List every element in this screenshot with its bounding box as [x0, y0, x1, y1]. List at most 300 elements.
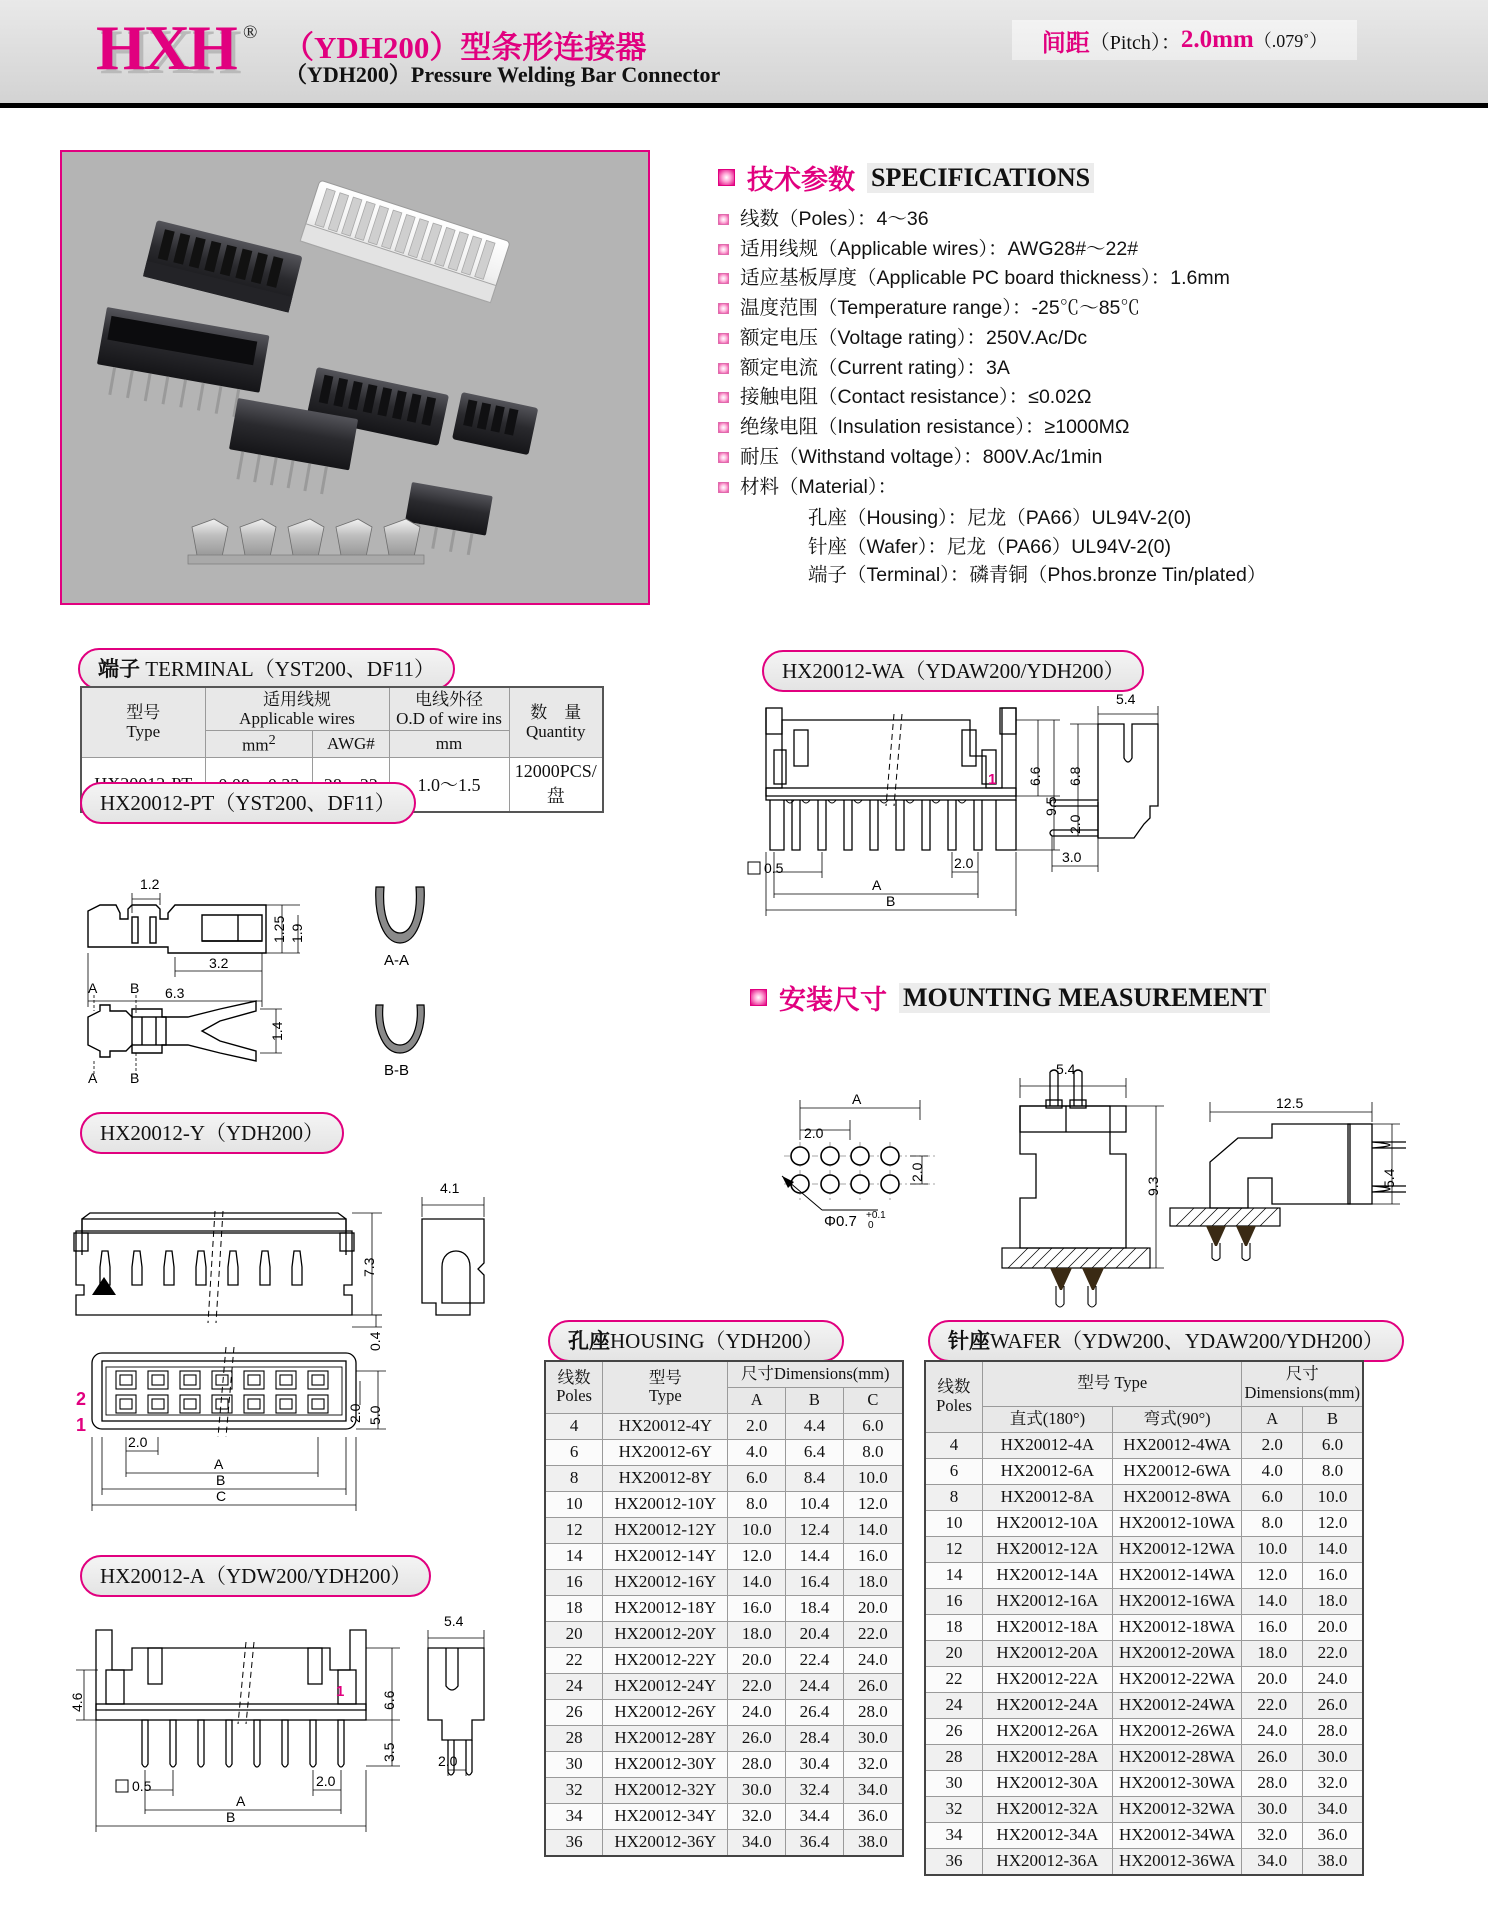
cell-straight: HX20012-16A [983, 1588, 1113, 1614]
cell-straight: HX20012-24A [983, 1692, 1113, 1718]
cell-straight: HX20012-32A [983, 1796, 1113, 1822]
svg-text:2.0: 2.0 [316, 1773, 336, 1789]
svg-text:A-A: A-A [384, 952, 410, 969]
cell-a: 12.0 [728, 1543, 786, 1569]
cell-a: 16.0 [728, 1595, 786, 1621]
cell-a: 14.0 [728, 1569, 786, 1595]
pt-drawing-label [80, 782, 416, 824]
cell-poles: 12 [545, 1517, 603, 1543]
svg-text:3.5: 3.5 [381, 1742, 397, 1762]
pt-drawing [70, 835, 550, 1085]
cell-c: 16.0 [843, 1543, 903, 1569]
table-row [545, 1621, 903, 1647]
th-b: B [786, 1387, 844, 1413]
spec-item-text: 额定电压（Voltage rating）：250V.Ac/Dc [740, 326, 1088, 349]
cell-a: 20.0 [728, 1647, 786, 1673]
pitch-badge [1012, 20, 1357, 60]
svg-text:5.4: 5.4 [1381, 1168, 1397, 1188]
cell-b: 36.0 [1302, 1822, 1363, 1848]
th-bent: 弯式(90°) [1112, 1406, 1242, 1432]
terminal-pill [78, 648, 455, 690]
wa-drawing [730, 691, 1180, 960]
cell-a: 18.0 [728, 1621, 786, 1647]
cell-poles: 18 [545, 1595, 603, 1621]
cell-poles: 18 [925, 1614, 983, 1640]
cell-poles: 30 [545, 1751, 603, 1777]
table-row [545, 1647, 903, 1673]
cell-b: 18.0 [1302, 1588, 1363, 1614]
svg-text:2.0: 2.0 [1067, 814, 1083, 834]
th-c: C [843, 1387, 903, 1413]
cell-b: 6.0 [1302, 1432, 1363, 1458]
svg-text:5.4: 5.4 [1056, 1061, 1076, 1077]
cell-b: 18.4 [786, 1595, 844, 1621]
th-straight: 直式(180°) [983, 1406, 1113, 1432]
cell-poles: 36 [545, 1829, 603, 1856]
svg-text:0.4: 0.4 [367, 1331, 383, 1351]
cell-b: 10.4 [786, 1491, 844, 1517]
mounting-heading-en: MOUNTING MEASUREMENT [899, 983, 1270, 1013]
svg-text:5.0: 5.0 [367, 1405, 383, 1425]
svg-text:6.6: 6.6 [381, 1690, 397, 1710]
cell-c: 36.0 [843, 1803, 903, 1829]
material-terminal: 端子（Terminal）：磷青铜（Phos.bronze Tin/plated） [808, 563, 1267, 586]
cell-poles: 16 [925, 1588, 983, 1614]
svg-text:Φ0.7: Φ0.7 [824, 1213, 857, 1230]
cell-bent: HX20012-30WA [1112, 1770, 1242, 1796]
cell-b: 26.0 [1302, 1692, 1363, 1718]
cell-a: 30.0 [728, 1777, 786, 1803]
svg-text:12.5: 12.5 [1276, 1095, 1304, 1111]
th-qty: 数 量 Quantity [509, 687, 603, 757]
specifications-heading-en: SPECIFICATIONS [867, 163, 1094, 193]
svg-text:B: B [216, 1472, 226, 1488]
cell-a: 22.0 [728, 1673, 786, 1699]
cell-type: HX20012-4Y [603, 1413, 728, 1439]
cell-b: 8.0 [1302, 1458, 1363, 1484]
table-row [925, 1744, 1363, 1770]
cell-a: 30.0 [1242, 1796, 1303, 1822]
y-pill: HX20012-Y（YDH200） [80, 1112, 344, 1154]
bullet-square-small-icon [718, 482, 729, 493]
cell-poles: 10 [925, 1510, 983, 1536]
cell-type: HX20012-36Y [603, 1829, 728, 1856]
bullet-square-small-icon [718, 273, 729, 284]
cell-bent: HX20012-24WA [1112, 1692, 1242, 1718]
cell-a: 18.0 [1242, 1640, 1303, 1666]
product-photo [60, 150, 650, 605]
th-awg: AWG# [313, 731, 389, 758]
cell-a: 6.0 [728, 1465, 786, 1491]
cell-a: 34.0 [1242, 1848, 1303, 1875]
terminal-pill-cn: 端子 [98, 657, 140, 681]
cell-od: 1.0～1.5 [389, 757, 509, 812]
spec-item-text: 适应基板厚度（Applicable PC board thickness）：1.6mm [740, 267, 1230, 290]
spec-item [718, 207, 1458, 233]
cell-a: 10.0 [1242, 1536, 1303, 1562]
cell-type: HX20012-22Y [603, 1647, 728, 1673]
bullet-square-small-icon [718, 303, 729, 314]
wafer-table-wrap [924, 1360, 1364, 1876]
cell-b: 32.4 [786, 1777, 844, 1803]
cell-bent: HX20012-28WA [1112, 1744, 1242, 1770]
a-pill: HX20012-A（YDW200/YDH200） [80, 1555, 431, 1597]
svg-text:A: A [88, 1070, 98, 1086]
cell-b: 14.4 [786, 1543, 844, 1569]
cell-poles: 12 [925, 1536, 983, 1562]
table-row [545, 1803, 903, 1829]
svg-text:0.5: 0.5 [764, 860, 784, 876]
cell-a: 8.0 [1242, 1510, 1303, 1536]
svg-text:A: A [214, 1456, 224, 1472]
wafer-table-label [928, 1320, 1404, 1362]
svg-text:0.5: 0.5 [132, 1778, 152, 1794]
cell-b: 34.0 [1302, 1796, 1363, 1822]
svg-text:6.8: 6.8 [1067, 766, 1083, 786]
cell-b: 24.0 [1302, 1666, 1363, 1692]
th-poles: 线数 Poles [925, 1361, 983, 1432]
spec-item [718, 385, 1458, 411]
bullet-square-small-icon [718, 244, 729, 255]
cell-type: HX20012-28Y [603, 1725, 728, 1751]
th-type: 型号 Type [81, 687, 205, 757]
cell-type: HX20012-10Y [603, 1491, 728, 1517]
wa-drawing-label [762, 650, 1144, 692]
table-row [545, 1413, 903, 1439]
cell-a: 6.0 [1242, 1484, 1303, 1510]
cell-poles: 22 [925, 1666, 983, 1692]
th-a: A [1242, 1406, 1303, 1432]
bullet-square-small-icon [718, 333, 729, 344]
specifications-heading-cn: 技术参数 [747, 165, 855, 195]
cell-bent: HX20012-18WA [1112, 1614, 1242, 1640]
table-row [545, 1491, 903, 1517]
th-type: 型号 Type [603, 1361, 728, 1413]
cell-b: 38.0 [1302, 1848, 1363, 1875]
cell-c: 18.0 [843, 1569, 903, 1595]
table-row [545, 1439, 903, 1465]
cell-b: 12.4 [786, 1517, 844, 1543]
cell-poles: 16 [545, 1569, 603, 1595]
spec-item [718, 296, 1458, 322]
cell-c: 38.0 [843, 1829, 903, 1856]
cell-type: HX20012-14Y [603, 1543, 728, 1569]
table-row [925, 1536, 1363, 1562]
cell-bent: HX20012-36WA [1112, 1848, 1242, 1875]
spec-item-text: 线数（Poles）：4～36 [740, 208, 929, 230]
housing-pill-cn: 孔座 [568, 1329, 610, 1353]
mounting-heading [750, 978, 1270, 1017]
cell-poles: 14 [925, 1562, 983, 1588]
cell-straight: HX20012-14A [983, 1562, 1113, 1588]
spec-item [718, 445, 1458, 471]
svg-text:2.0: 2.0 [804, 1125, 824, 1141]
cell-bent: HX20012-26WA [1112, 1718, 1242, 1744]
table-row [925, 1692, 1363, 1718]
a-drawing-label [80, 1555, 431, 1597]
spec-item-text: 额定电流（Current rating）：3A [740, 356, 1010, 379]
th-b: B [1302, 1406, 1363, 1432]
cell-b: 36.4 [786, 1829, 844, 1856]
cell-a: 34.0 [728, 1829, 786, 1856]
cell-poles: 26 [925, 1718, 983, 1744]
cell-b: 28.4 [786, 1725, 844, 1751]
cell-a: 32.0 [728, 1803, 786, 1829]
cell-b: 24.4 [786, 1673, 844, 1699]
svg-text:1: 1 [336, 1683, 345, 1700]
cell-straight: HX20012-30A [983, 1770, 1113, 1796]
cell-b: 12.0 [1302, 1510, 1363, 1536]
svg-text:2.0: 2.0 [909, 1162, 925, 1182]
cell-c: 32.0 [843, 1751, 903, 1777]
table-row [545, 1673, 903, 1699]
svg-text:3.0: 3.0 [1062, 849, 1082, 865]
registered-trademark-icon: ® [243, 22, 258, 43]
table-row [545, 1543, 903, 1569]
svg-text:1.4: 1.4 [269, 1021, 285, 1041]
cell-straight: HX20012-22A [983, 1666, 1113, 1692]
svg-text:2: 2 [76, 1389, 87, 1409]
cell-poles: 32 [545, 1777, 603, 1803]
cell-bent: HX20012-4WA [1112, 1432, 1242, 1458]
cell-type: HX20012-8Y [603, 1465, 728, 1491]
cell-straight: HX20012-18A [983, 1614, 1113, 1640]
svg-text:+0.1: +0.1 [866, 1210, 886, 1221]
page-header [0, 0, 1488, 108]
th-dimensions: 尺寸Dimensions(mm) [1242, 1361, 1363, 1406]
cell-type: HX20012-12Y [603, 1517, 728, 1543]
cell-a: 26.0 [1242, 1744, 1303, 1770]
page-title-cn: （YDH200）型条形连接器 [283, 30, 647, 65]
svg-text:9.5: 9.5 [1043, 796, 1059, 816]
cell-c: 28.0 [843, 1699, 903, 1725]
cell-c: 30.0 [843, 1725, 903, 1751]
specifications-heading [718, 158, 1458, 197]
cell-bent: HX20012-16WA [1112, 1588, 1242, 1614]
spec-item [718, 415, 1458, 441]
cell-b: 10.0 [1302, 1484, 1363, 1510]
cell-poles: 6 [545, 1439, 603, 1465]
cell-a: 16.0 [1242, 1614, 1303, 1640]
th-type: 型号 Type [983, 1361, 1242, 1406]
th-wires: 适用线规 Applicable wires [205, 687, 389, 731]
svg-text:1: 1 [988, 771, 997, 788]
svg-text:A: A [872, 877, 882, 893]
svg-text:1: 1 [76, 1415, 87, 1435]
svg-text:9.3: 9.3 [1145, 1176, 1161, 1196]
cell-c: 14.0 [843, 1517, 903, 1543]
cell-bent: HX20012-34WA [1112, 1822, 1242, 1848]
cell-a: 2.0 [1242, 1432, 1303, 1458]
cell-b: 16.4 [786, 1569, 844, 1595]
cell-type: HX20012-18Y [603, 1595, 728, 1621]
spec-item [718, 326, 1458, 352]
table-row [925, 1666, 1363, 1692]
cell-a: 24.0 [1242, 1718, 1303, 1744]
cell-b: 30.0 [1302, 1744, 1363, 1770]
company-logo: HXH [96, 12, 236, 83]
th-mm: mm [389, 731, 509, 758]
th-mm2: $mm^2$ [205, 731, 313, 758]
housing-table [544, 1360, 904, 1857]
cell-b: 20.0 [1302, 1614, 1363, 1640]
cell-poles: 28 [925, 1744, 983, 1770]
housing-pill [548, 1320, 844, 1362]
cell-poles: 20 [545, 1621, 603, 1647]
cell-bent: HX20012-12WA [1112, 1536, 1242, 1562]
cell-b: 32.0 [1302, 1770, 1363, 1796]
table-row [925, 1822, 1363, 1848]
svg-text:5.4: 5.4 [444, 1613, 464, 1629]
cell-bent: HX20012-10WA [1112, 1510, 1242, 1536]
cell-poles: 34 [925, 1822, 983, 1848]
table-row [925, 1510, 1363, 1536]
spec-item-text: 耐压（Withstand voltage）：800V.Ac/1min [740, 445, 1103, 468]
wafer-table [924, 1360, 1364, 1876]
cell-a: 32.0 [1242, 1822, 1303, 1848]
a-drawing [60, 1600, 520, 1910]
svg-text:2.0: 2.0 [347, 1403, 363, 1423]
spec-item [718, 475, 1458, 501]
cell-c: 20.0 [843, 1595, 903, 1621]
table-row [925, 1432, 1363, 1458]
cell-poles: 36 [925, 1848, 983, 1875]
table-row [925, 1718, 1363, 1744]
spec-item [718, 356, 1458, 382]
wa-pill: HX20012-WA（YDAW200/YDH200） [762, 650, 1144, 692]
cell-poles: 14 [545, 1543, 603, 1569]
bullet-square-small-icon [718, 422, 729, 433]
cell-b: 30.4 [786, 1751, 844, 1777]
cell-qty: 12000PCS/盘 [509, 757, 603, 812]
terminal-section-label [78, 648, 455, 690]
cell-straight: HX20012-28A [983, 1744, 1113, 1770]
cell-poles: 4 [545, 1413, 603, 1439]
cell-poles: 20 [925, 1640, 983, 1666]
cell-b: 8.4 [786, 1465, 844, 1491]
bullet-square-icon [718, 169, 735, 186]
svg-text:3.2: 3.2 [209, 955, 229, 971]
cell-c: 22.0 [843, 1621, 903, 1647]
mounting-drawing [730, 1050, 1397, 1320]
cell-c: 34.0 [843, 1777, 903, 1803]
cell-straight: HX20012-20A [983, 1640, 1113, 1666]
cell-straight: HX20012-34A [983, 1822, 1113, 1848]
bullet-square-small-icon [718, 363, 729, 374]
svg-text:4.6: 4.6 [69, 1692, 85, 1712]
svg-text:1.25: 1.25 [271, 915, 287, 943]
cell-type: HX20012-6Y [603, 1439, 728, 1465]
table-row [545, 1777, 903, 1803]
svg-text:0: 0 [868, 1220, 874, 1231]
material-wafer: 针座（Wafer）：尼龙（PA66）UL94V-2(0) [808, 535, 1172, 558]
svg-text:6.3: 6.3 [165, 985, 185, 1001]
cell-poles: 24 [545, 1673, 603, 1699]
cell-c: 8.0 [843, 1439, 903, 1465]
table-row [925, 1640, 1363, 1666]
svg-text:1.2: 1.2 [140, 876, 160, 892]
cell-a: 12.0 [1242, 1562, 1303, 1588]
cell-poles: 8 [925, 1484, 983, 1510]
cell-poles: 26 [545, 1699, 603, 1725]
cell-straight: HX20012-12A [983, 1536, 1113, 1562]
pitch-label-en: （Pitch）： [1089, 31, 1181, 54]
table-row [545, 1569, 903, 1595]
svg-text:2.0: 2.0 [128, 1434, 148, 1450]
spec-item-text: 适用线规（Applicable wires）：AWG28#～22# [740, 237, 1139, 260]
housing-table-wrap [544, 1360, 904, 1857]
cell-c: 10.0 [843, 1465, 903, 1491]
cell-a: 4.0 [728, 1439, 786, 1465]
cell-c: 26.0 [843, 1673, 903, 1699]
cell-b: 22.4 [786, 1647, 844, 1673]
spec-item-text: 材料（Material）： [740, 475, 898, 498]
cell-a: 20.0 [1242, 1666, 1303, 1692]
table-row [925, 1614, 1363, 1640]
spec-item-text: 接触电阻（Contact resistance）：≤0.02Ω [740, 386, 1092, 409]
housing-pill-en: HOUSING（YDH200） [610, 1329, 824, 1353]
y-drawing-label [80, 1112, 344, 1154]
cell-b: 14.0 [1302, 1536, 1363, 1562]
svg-text:B-B: B-B [384, 1062, 410, 1079]
cell-b: 16.0 [1302, 1562, 1363, 1588]
material-housing: 孔座（Housing）：尼龙（PA66）UL94V-2(0) [808, 507, 1192, 530]
cell-c: 6.0 [843, 1413, 903, 1439]
th-dimensions: 尺寸Dimensions(mm) [728, 1361, 903, 1387]
svg-text:A: A [88, 980, 98, 996]
wafer-pill-cn: 针座 [948, 1329, 990, 1353]
cell-a: 10.0 [728, 1517, 786, 1543]
cell-type: HX20012-16Y [603, 1569, 728, 1595]
svg-text:4.1: 4.1 [440, 1180, 460, 1196]
cell-type: HX20012-30Y [603, 1751, 728, 1777]
cell-b: 28.0 [1302, 1718, 1363, 1744]
cell-bent: HX20012-14WA [1112, 1562, 1242, 1588]
cell-poles: 8 [545, 1465, 603, 1491]
svg-text:C: C [216, 1488, 227, 1504]
cell-bent: HX20012-22WA [1112, 1666, 1242, 1692]
pt-pill: HX20012-PT（YST200、DF11） [80, 782, 416, 824]
specifications-section [718, 158, 1458, 589]
cell-straight: HX20012-36A [983, 1848, 1113, 1875]
table-row [545, 1465, 903, 1491]
svg-text:A: A [852, 1091, 862, 1107]
cell-type: HX20012-34Y [603, 1803, 728, 1829]
wafer-pill [928, 1320, 1404, 1362]
y-drawing [60, 1155, 540, 1515]
cell-a: 24.0 [728, 1699, 786, 1725]
table-row [925, 1562, 1363, 1588]
cell-straight: HX20012-10A [983, 1510, 1113, 1536]
cell-poles: 24 [925, 1692, 983, 1718]
th-poles: 线数 Poles [545, 1361, 603, 1413]
cell-straight: HX20012-26A [983, 1718, 1113, 1744]
cell-poles: 28 [545, 1725, 603, 1751]
header-divider [0, 103, 1488, 108]
cell-b: 22.0 [1302, 1640, 1363, 1666]
terminal-pill-en: TERMINAL（YST200、DF11） [145, 657, 435, 681]
cell-type: HX20012-26Y [603, 1699, 728, 1725]
th-od: 电线外径 O.D of wire ins [389, 687, 509, 731]
spec-item-text: 温度范围（Temperature range）：-25℃～85℃ [740, 297, 1140, 320]
cell-b: 34.4 [786, 1803, 844, 1829]
table-row [545, 1725, 903, 1751]
cell-c: 12.0 [843, 1491, 903, 1517]
svg-text:B: B [886, 893, 896, 909]
cell-type: HX20012-32Y [603, 1777, 728, 1803]
pitch-value: 2.0mm [1180, 26, 1254, 53]
cell-poles: 22 [545, 1647, 603, 1673]
